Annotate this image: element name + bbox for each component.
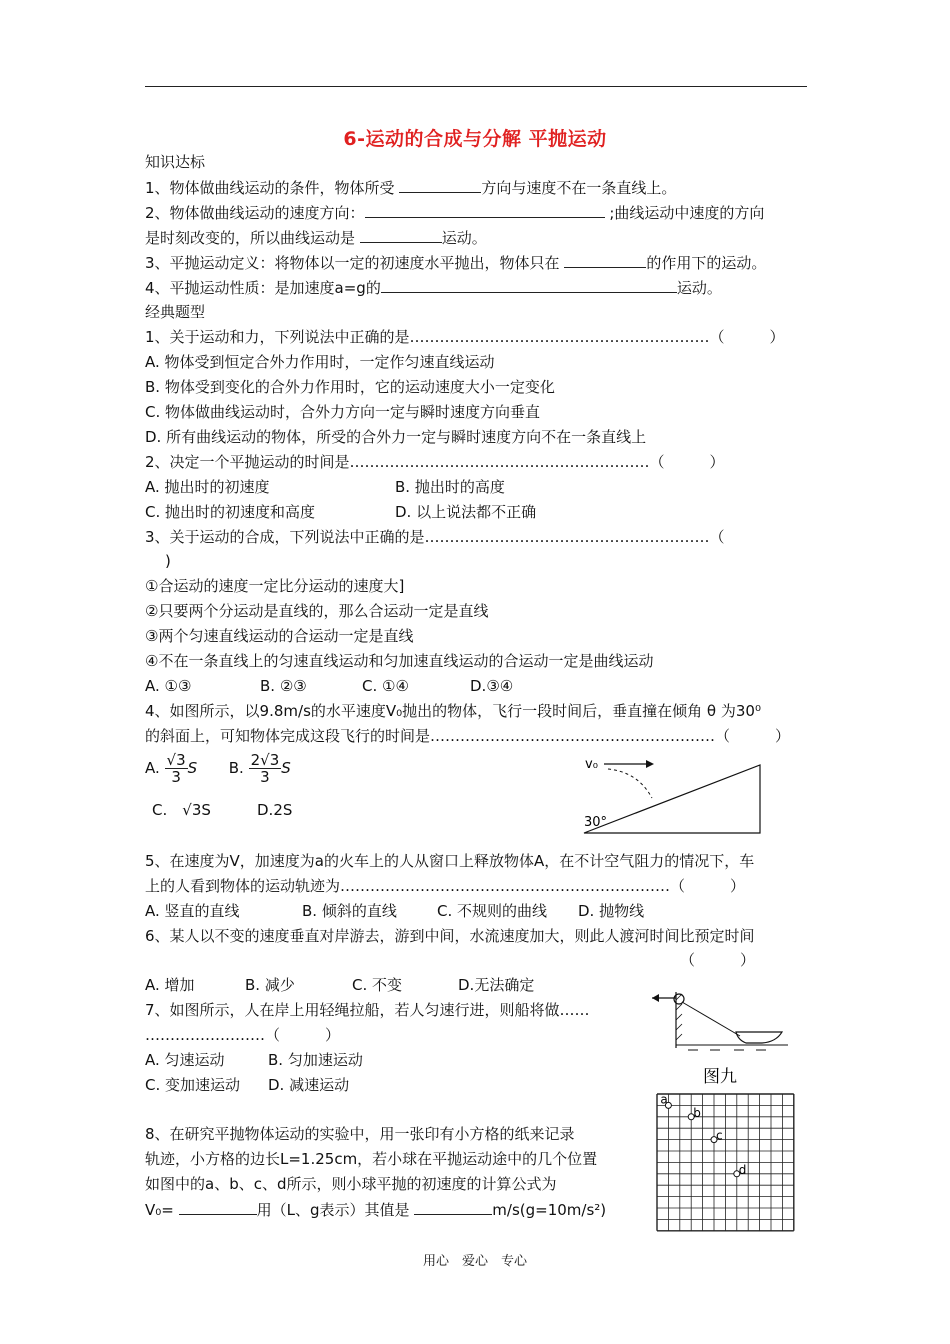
answer-blank[interactable]: [399, 177, 481, 193]
q1-option-b[interactable]: B. 物体受到变化的合外力作用时，它的运动速度大小一定变化: [145, 378, 555, 396]
q8-line2: 轨迹，小方格的边长L=1.25cm，若小球在平抛运动途中的几个位置: [145, 1150, 598, 1168]
boat-figure: [648, 986, 798, 1086]
answer-blank[interactable]: [564, 252, 646, 268]
q7-option-c[interactable]: C. 变加速运动: [145, 1076, 241, 1094]
figure-caption: 图九: [703, 1067, 737, 1087]
answer-blank[interactable]: [381, 277, 677, 293]
q2-option-b[interactable]: B. 抛出时的高度: [395, 478, 505, 496]
answer-blank[interactable]: [179, 1199, 257, 1215]
q2-option-d[interactable]: D. 以上说法都不正确: [395, 503, 537, 521]
q3-option-a[interactable]: A. ①③: [145, 677, 192, 695]
point-label-a: a: [660, 1092, 668, 1107]
q4-stem-line1: 4、如图所示，以9.8m/s的水平速度V₀抛出的物体，飞行一段时间后，垂直撞在倾角 θ 为30⁰: [145, 702, 761, 720]
q4-stem-line2: 的斜面上，可知物体完成这段飞行的时间是…………………………………………………（ ）: [145, 727, 791, 745]
knowledge-item-4: 4、平抛运动性质：是加速度a=g的 运动。: [145, 279, 722, 297]
q1-option-d[interactable]: D. 所有曲线运动的物体，所受的合外力一定与瞬时速度方向不在一条直线上: [145, 428, 647, 446]
q3-option-b[interactable]: B. ②③: [260, 677, 307, 695]
q2-option-c[interactable]: C. 抛出时的初速度和高度: [145, 503, 316, 521]
q6-stem-line1: 6、某人以不变的速度垂直对岸游去，游到中间，水流速度加大，则此人渡河时间比预定时间: [145, 927, 755, 945]
q8-line1: 8、在研究平抛物体运动的实验中，用一张印有小方格的纸来记录: [145, 1125, 575, 1143]
q7-stem-line2: ……………………（ ）: [145, 1026, 341, 1044]
q3-statement-1: ①合运动的速度一定比分运动的速度大]: [145, 577, 405, 595]
q3-option-d[interactable]: D.③④: [470, 677, 514, 695]
q5-option-d[interactable]: D. 抛物线: [578, 902, 645, 920]
answer-blank[interactable]: [365, 202, 605, 218]
arrow-head: [646, 760, 654, 768]
incline-figure: [580, 752, 770, 842]
q3-stem: 3、关于运动的合成，下列说法中正确的是…………………………………………………（: [145, 528, 725, 546]
fraction: $\frac{2√3}{3}$: [250, 751, 280, 786]
q3-option-c[interactable]: C. ①④: [362, 677, 409, 695]
q1-option-c[interactable]: C. 物体做曲线运动时，合外力方向一定与瞬时速度方向垂直: [145, 403, 541, 421]
v0-label: v₀: [585, 757, 598, 772]
angle-label: 30°: [584, 815, 608, 830]
q5-stem-line1: 5、在速度为V，加速度为a的火车上的人从窗口上释放物体A，在不计空气阻力的情况下，车: [145, 852, 755, 870]
q1-option-a[interactable]: A. 物体受到恒定合外力作用时，一定作匀速直线运动: [145, 353, 495, 371]
point-label-b: b: [693, 1105, 701, 1120]
q4-option-b[interactable]: B. $\frac{2√3}{3}$ S: [228, 751, 291, 786]
answer-blank[interactable]: [360, 227, 442, 243]
knowledge-item-2b: 是时刻改变的，所以曲线运动是 运动。: [145, 229, 487, 247]
q7-option-d[interactable]: D. 减速运动: [268, 1076, 350, 1094]
q4-option-a[interactable]: A. $\frac{√3}{3}$ S: [145, 751, 198, 786]
q6-answer-bracket: （ ）: [680, 951, 756, 969]
q6-option-a[interactable]: A. 增加: [145, 976, 195, 994]
q6-option-c[interactable]: C. 不变: [352, 976, 403, 994]
q6-option-d[interactable]: D.无法确定: [458, 976, 535, 994]
footer: 用心 爱心 专心: [422, 1254, 527, 1269]
q3-statement-4: ④不在一条直线上的匀速直线运动和匀加速直线运动的合运动一定是曲线运动: [145, 652, 654, 670]
q8-line3: 如图中的a、b、c、d所示，则小球平抛的初速度的计算公式为: [145, 1175, 557, 1193]
q3-statement-2: ②只要两个分运动是直线的，那么合运动一定是直线: [145, 602, 489, 620]
q7-option-b[interactable]: B. 匀加速运动: [268, 1051, 363, 1069]
boat: [736, 1032, 782, 1043]
q7-stem-line1: 7、如图所示，人在岸上用轻绳拉船，若人匀速行进，则船将做……: [145, 1001, 590, 1019]
q5-option-b[interactable]: B. 倾斜的直线: [302, 902, 397, 920]
q3-statement-3: ③两个匀速直线运动的合运动一定是直线: [145, 627, 414, 645]
grid-figure: [655, 1092, 795, 1232]
q4-option-ab: [145, 752, 291, 785]
page-title: 6-运动的合成与分解 平抛运动: [343, 128, 607, 150]
knowledge-item-1: 1、物体做曲线运动的条件，物体所受 方向与速度不在一条直线上。: [145, 179, 677, 197]
point-label-d: d: [738, 1162, 747, 1177]
q7-option-a[interactable]: A. 匀速运动: [145, 1051, 225, 1069]
answer-blank[interactable]: [414, 1199, 492, 1215]
header-rule: [145, 86, 807, 87]
fraction: $\frac{√3}{3}$: [166, 751, 186, 786]
rope: [682, 1002, 740, 1036]
q4-option-c[interactable]: C. √3S: [152, 801, 211, 819]
q3-stem-close: ): [165, 552, 171, 570]
q5-stem-line2: 上的人看到物体的运动轨迹为…………………………………………………………（ ）: [145, 877, 746, 895]
q1-stem: 1、关于运动和力，下列说法中正确的是……………………………………………………（ ）: [145, 328, 785, 346]
section-knowledge: 知识达标: [145, 153, 206, 171]
q4-option-d[interactable]: D.2S: [257, 801, 293, 819]
q2-option-a[interactable]: A. 抛出时的初速度: [145, 478, 270, 496]
knowledge-item-2: 2、物体做曲线运动的速度方向： ;曲线运动中速度的方向: [145, 204, 765, 222]
q2-stem: 2、决定一个平抛运动的时间是……………………………………………………（ ）: [145, 453, 725, 471]
q8-line4: V₀= 用（L、g表示）其值是 m/s(g=10m/s²): [145, 1201, 607, 1219]
incline-triangle: [584, 765, 760, 833]
section-classic: 经典题型: [145, 303, 206, 321]
point-label-c: c: [716, 1128, 723, 1143]
knowledge-item-3: 3、平抛运动定义：将物体以一定的初速度水平抛出，物体只在 的作用下的运动。: [145, 254, 767, 272]
q6-option-b[interactable]: B. 减少: [245, 976, 295, 994]
q5-option-a[interactable]: A. 竖直的直线: [145, 902, 240, 920]
q5-option-c[interactable]: C. 不规则的曲线: [437, 902, 548, 920]
trajectory-curve: [608, 769, 652, 798]
